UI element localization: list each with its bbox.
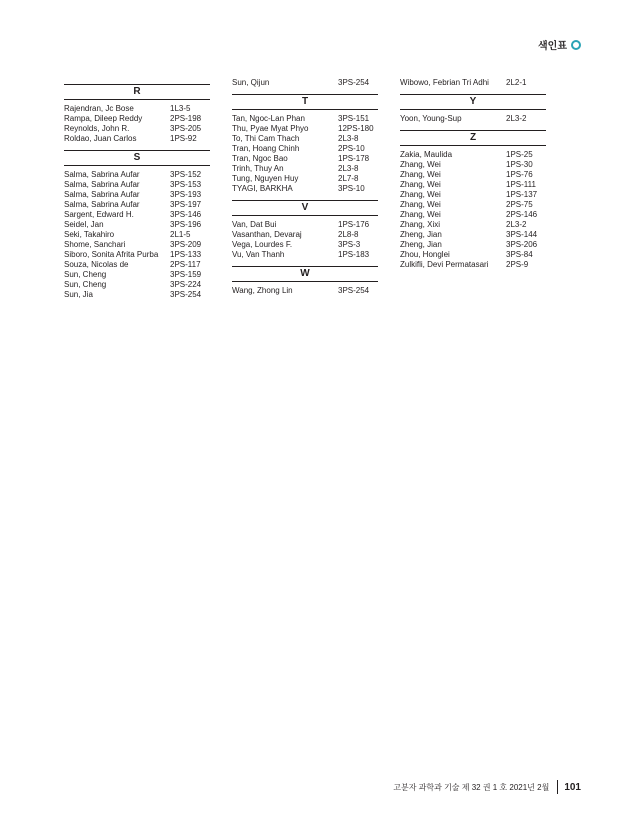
letter-heading-block [400, 94, 546, 110]
presentation-code: 3PS-152 [170, 170, 202, 179]
index-column-3 [400, 78, 546, 276]
letter-heading: W [232, 267, 378, 282]
author-name: Roldao, Juan Carlos [64, 134, 137, 143]
presentation-code: 1L3-5 [170, 104, 191, 113]
presentation-code: 1PS-25 [506, 150, 533, 159]
author-name: To, Thi Cam Thach [232, 134, 300, 143]
author-name: Zheng, Jian [400, 230, 442, 239]
index-section [232, 266, 378, 296]
author-name: Siboro, Sonita Afrita Purba [64, 250, 159, 259]
author-name: Sun, Cheng [64, 280, 107, 289]
author-name: TYAGI, BARKHA [232, 184, 293, 193]
presentation-code: 2PS-10 [338, 144, 365, 153]
presentation-code: 2PS-117 [170, 260, 201, 269]
index-entry [400, 230, 546, 240]
presentation-code: 3PS-196 [170, 220, 202, 229]
index-entry [64, 210, 210, 220]
presentation-code: 3PS-159 [170, 270, 202, 279]
index-entry [400, 114, 546, 124]
index-entry [232, 164, 378, 174]
author-name: Vu, Van Thanh [232, 250, 285, 259]
author-name: Zhang, Xixi [400, 220, 441, 229]
index-entry [400, 240, 546, 250]
author-name: Shome, Sanchari [64, 240, 126, 249]
index-section [400, 78, 546, 88]
author-name: Wibowo, Febrian Tri Adhi [400, 78, 489, 87]
letter-heading-block [232, 200, 378, 216]
author-name: Yoon, Young-Sup [400, 114, 462, 123]
author-name: Salma, Sabrina Aufar [64, 200, 140, 209]
index-entry [232, 124, 378, 134]
presentation-code: 1PS-176 [338, 220, 370, 229]
presentation-code: 3PS-206 [506, 240, 538, 249]
index-entry [232, 174, 378, 184]
presentation-code: 3PS-224 [170, 280, 202, 289]
presentation-code: 12PS-180 [338, 124, 374, 133]
index-section [64, 150, 210, 300]
presentation-code: 2PS-75 [506, 200, 533, 209]
index-entry [400, 260, 546, 270]
index-entry [400, 160, 546, 170]
presentation-code: 3PS-146 [170, 210, 202, 219]
presentation-code: 3PS-205 [170, 124, 202, 133]
presentation-code: 3PS-153 [170, 180, 202, 189]
index-entry [400, 200, 546, 210]
presentation-code: 2L3-8 [338, 164, 359, 173]
footer-divider [557, 780, 558, 794]
index-entry [400, 220, 546, 230]
author-name: Zhou, Honglei [400, 250, 450, 259]
index-entry [400, 150, 546, 160]
presentation-code: 2L1-5 [170, 230, 191, 239]
author-name: Tran, Hoang Chinh [232, 144, 300, 153]
author-name: Zakia, Maulida [400, 150, 453, 159]
author-name: Vasanthan, Devaraj [232, 230, 302, 239]
presentation-code: 2L3-2 [506, 220, 527, 229]
author-name: Souza, Nicolas de [64, 260, 129, 269]
presentation-code: 3PS-193 [170, 190, 202, 199]
presentation-code: 1PS-92 [170, 134, 197, 143]
letter-heading: Y [400, 95, 546, 110]
index-entry [64, 220, 210, 230]
presentation-code: 3PS-151 [338, 114, 370, 123]
index-section [64, 84, 210, 144]
index-entry [400, 190, 546, 200]
author-name: Zhang, Wei [400, 160, 441, 169]
author-name: Zhang, Wei [400, 180, 441, 189]
index-entry [232, 240, 378, 250]
author-name: Zhang, Wei [400, 170, 441, 179]
letter-heading-block [232, 94, 378, 110]
author-name: Wang, Zhong Lin [232, 286, 293, 295]
author-name: Sun, Cheng [64, 270, 107, 279]
letter-heading: V [232, 201, 378, 216]
letter-heading: R [64, 85, 210, 100]
index-entry [64, 104, 210, 114]
author-name: Zheng, Jian [400, 240, 442, 249]
presentation-code: 2PS-198 [170, 114, 202, 123]
presentation-code: 1PS-178 [338, 154, 370, 163]
presentation-code: 3PS-254 [170, 290, 202, 299]
author-name: Salma, Sabrina Aufar [64, 190, 140, 199]
index-entry [64, 114, 210, 124]
index-entry [400, 180, 546, 190]
section-title: 색인표 [538, 41, 567, 52]
author-name: Zhang, Wei [400, 200, 441, 209]
author-name: Thu, Pyae Myat Phyo [232, 124, 309, 133]
author-name: Reynolds, John R. [64, 124, 130, 133]
ring-icon [571, 40, 581, 50]
author-name: Rajendran, Jc Bose [64, 104, 134, 113]
index-entry [64, 170, 210, 180]
author-name: Vega, Lourdes F. [232, 240, 293, 249]
index-entry [64, 240, 210, 250]
author-name: Tung, Nguyen Huy [232, 174, 299, 183]
index-entry [64, 134, 210, 144]
presentation-code: 3PS-10 [338, 184, 365, 193]
presentation-code: 1PS-30 [506, 160, 533, 169]
index-section [232, 78, 378, 88]
presentation-code: 1PS-76 [506, 170, 533, 179]
index-entry [64, 190, 210, 200]
presentation-code: 2L8-8 [338, 230, 359, 239]
author-name: Seidel, Jan [64, 220, 104, 229]
author-name: Sun, Qijun [232, 78, 270, 87]
author-name: Van, Dat Bui [232, 220, 277, 229]
page-header [538, 37, 581, 52]
index-entry [232, 144, 378, 154]
index-section [400, 130, 546, 270]
author-name: Salma, Sabrina Aufar [64, 180, 140, 189]
presentation-code: 1PS-137 [506, 190, 538, 199]
author-name: Zhang, Wei [400, 210, 441, 219]
index-entry [64, 200, 210, 210]
index-entry [64, 180, 210, 190]
index-entry [64, 230, 210, 240]
author-name: Tran, Ngoc Bao [232, 154, 288, 163]
letter-heading: T [232, 95, 378, 110]
author-name: Rampa, Dileep Reddy [64, 114, 143, 123]
index-entry [64, 250, 210, 260]
index-entry [232, 114, 378, 124]
author-name: Trinh, Thuy An [232, 164, 284, 173]
author-name: Zhang, Wei [400, 190, 441, 199]
presentation-code: 2PS-9 [506, 260, 529, 269]
presentation-code: 2PS-146 [506, 210, 538, 219]
index-entry [232, 286, 378, 296]
page-number: 101 [564, 781, 581, 793]
author-name: Sargent, Edward H. [64, 210, 134, 219]
presentation-code: 3PS-3 [338, 240, 361, 249]
index-entry [232, 220, 378, 230]
presentation-code: 3PS-84 [506, 250, 533, 259]
author-name: Seki, Takahiro [64, 230, 115, 239]
index-section [232, 94, 378, 194]
index-entry [64, 260, 210, 270]
letter-heading-block [400, 130, 546, 146]
presentation-code: 3PS-254 [338, 78, 370, 87]
index-entry [64, 290, 210, 300]
presentation-code: 2L7-8 [338, 174, 359, 183]
presentation-code: 2L3-8 [338, 134, 359, 143]
index-column-1 [64, 78, 210, 306]
presentation-code: 3PS-254 [338, 286, 370, 295]
journal-info: 고분자 과학과 기술 제 32 권 1 호 2021년 2월 [393, 782, 550, 792]
index-entry [400, 170, 546, 180]
page-footer [393, 780, 581, 794]
letter-heading-block [64, 84, 210, 100]
index-column-2 [232, 78, 378, 302]
index-entry [232, 134, 378, 144]
index-entry [232, 78, 378, 88]
presentation-code: 1PS-133 [170, 250, 202, 259]
presentation-code: 3PS-209 [170, 240, 202, 249]
letter-heading: S [64, 151, 210, 166]
index-entry [64, 280, 210, 290]
letter-heading: Z [400, 131, 546, 146]
index-entry [232, 184, 378, 194]
index-entry [400, 250, 546, 260]
author-name: Sun, Jia [64, 290, 93, 299]
presentation-code: 1PS-183 [338, 250, 370, 259]
letter-heading-block [232, 266, 378, 282]
letter-heading-block [64, 150, 210, 166]
index-entry [64, 124, 210, 134]
index-entry [400, 210, 546, 220]
index-entry [232, 230, 378, 240]
author-name: Tan, Ngoc-Lan Phan [232, 114, 305, 123]
presentation-code: 2L3-2 [506, 114, 527, 123]
author-name: Salma, Sabrina Aufar [64, 170, 140, 179]
presentation-code: 3PS-197 [170, 200, 202, 209]
index-section [232, 200, 378, 260]
presentation-code: 1PS-111 [506, 180, 536, 189]
author-name: Zulkifli, Devi Permatasari [400, 260, 489, 269]
index-entry [232, 154, 378, 164]
index-entry [400, 78, 546, 88]
presentation-code: 3PS-144 [506, 230, 538, 239]
index-entry [232, 250, 378, 260]
presentation-code: 2L2-1 [506, 78, 527, 87]
index-section [400, 94, 546, 124]
index-entry [64, 270, 210, 280]
